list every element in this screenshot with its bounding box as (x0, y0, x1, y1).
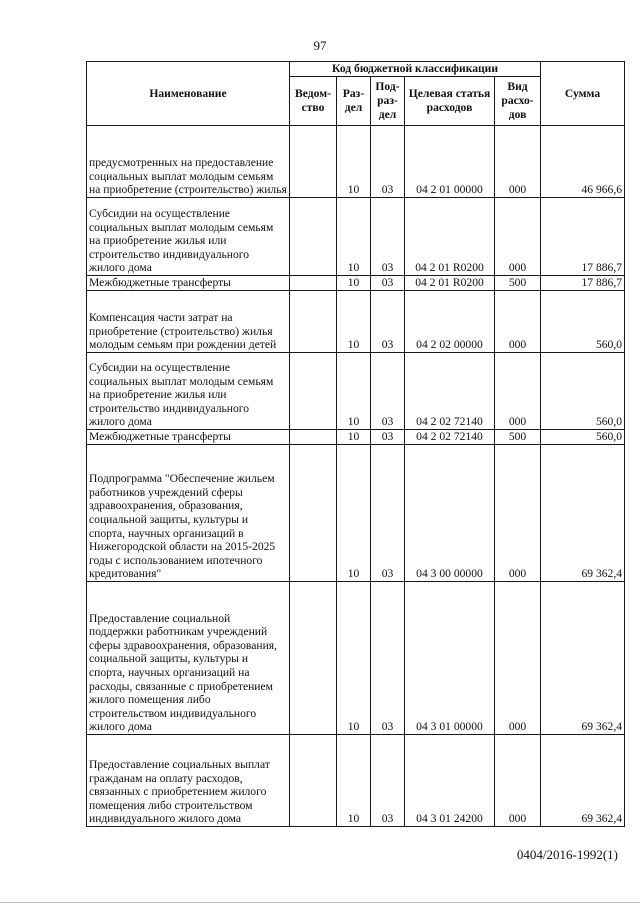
row-dept (290, 445, 337, 582)
row-name: Субсидии на осуществление социальных выплат молодым семьям на приобретение жилья или строительство индивидуального жилого дома (87, 198, 290, 276)
table-row (87, 276, 625, 291)
table-row (87, 582, 625, 735)
header-sum: Сумма (541, 62, 625, 126)
table-row (87, 291, 625, 353)
row-podrazdel: 03 (371, 198, 405, 276)
row-podrazdel: 03 (371, 291, 405, 353)
row-dept (290, 198, 337, 276)
row-name: Подпрограмма "Обеспечение жильем работников учреждений сферы здравоохранения, образования, социальной защиты, культуры и спорта, научных организаций в Нижегородской области на 2015-2025 годы с использованием ипотечного кредитования" (87, 445, 290, 582)
row-dept (290, 735, 337, 827)
row-razdel: 10 (337, 445, 371, 582)
row-vid: 000 (495, 445, 541, 582)
page-number: 97 (313, 38, 327, 53)
budget-table (86, 61, 625, 827)
bottom-divider (0, 902, 640, 903)
row-sum: 560,0 (541, 291, 625, 353)
row-razdel: 10 (337, 582, 371, 735)
row-target: 04 2 02 72140 (405, 353, 495, 430)
row-sum: 69 362,4 (541, 735, 625, 827)
row-vid: 000 (495, 126, 541, 198)
header-vid: Вид расхо-дов (495, 77, 541, 126)
row-podrazdel: 03 (371, 353, 405, 430)
header-target: Целевая статья расходов (405, 77, 495, 126)
row-name: Компенсация части затрат на приобретение (строительство) жилья молодым семьям при рождении детей (87, 291, 290, 353)
table-row (87, 445, 625, 582)
row-razdel: 10 (337, 291, 371, 353)
row-target: 04 2 02 72140 (405, 430, 495, 445)
document-code: 0404/2016-1992(1) (516, 847, 618, 862)
row-target: 04 2 01 R0200 (405, 276, 495, 291)
row-vid: 000 (495, 582, 541, 735)
row-sum: 69 362,4 (541, 582, 625, 735)
row-podrazdel: 03 (371, 126, 405, 198)
row-name: Межбюджетные трансферты (87, 430, 290, 445)
header-dept: Ведом-ство (290, 77, 337, 126)
row-target: 04 2 01 R0200 (405, 198, 495, 276)
row-podrazdel: 03 (371, 276, 405, 291)
header-code-group: Код бюджетной классификации (290, 62, 541, 77)
row-podrazdel: 03 (371, 445, 405, 582)
header-name: Наименование (87, 62, 290, 126)
row-target: 04 2 02 00000 (405, 291, 495, 353)
row-razdel: 10 (337, 735, 371, 827)
row-vid: 500 (495, 430, 541, 445)
row-target: 04 3 01 24200 (405, 735, 495, 827)
row-vid: 500 (495, 276, 541, 291)
row-name: Предоставление социальной поддержки работникам учреждений сферы здравоохранения, образования, социальной защиты, культуры и спорта, научных организаций на расходы, связанные с приобретением жилого помещения либо строительством индивидуального жилого дома (87, 582, 290, 735)
row-razdel: 10 (337, 126, 371, 198)
row-sum: 46 966,6 (541, 126, 625, 198)
row-sum: 17 886,7 (541, 276, 625, 291)
table-row (87, 735, 625, 827)
row-dept (290, 126, 337, 198)
row-target: 04 2 01 00000 (405, 126, 495, 198)
row-vid: 000 (495, 735, 541, 827)
table-row (87, 353, 625, 430)
row-dept (290, 430, 337, 445)
header-razdel: Раз-дел (337, 77, 371, 126)
row-name: Межбюджетные трансферты (87, 276, 290, 291)
row-vid: 000 (495, 353, 541, 430)
row-name: Субсидии на осуществление социальных выплат молодым семьям на приобретение жилья или строительство индивидуального жилого дома (87, 353, 290, 430)
row-target: 04 3 00 00000 (405, 445, 495, 582)
table-row (87, 126, 625, 198)
row-razdel: 10 (337, 430, 371, 445)
row-podrazdel: 03 (371, 582, 405, 735)
row-name: Предоставление социальных выплат гражданам на оплату расходов, связанных с приобретением жилого помещения либо строительством индивидуального жилого дома (87, 735, 290, 827)
row-dept (290, 291, 337, 353)
row-podrazdel: 03 (371, 430, 405, 445)
row-razdel: 10 (337, 353, 371, 430)
row-sum: 17 886,7 (541, 198, 625, 276)
table-row (87, 430, 625, 445)
row-name: предусмотренных на предоставление социальных выплат молодым семьям на приобретение (строительство) жилья (87, 126, 290, 198)
row-dept (290, 276, 337, 291)
row-target: 04 3 01 00000 (405, 582, 495, 735)
row-dept (290, 582, 337, 735)
row-sum: 560,0 (541, 353, 625, 430)
row-sum: 560,0 (541, 430, 625, 445)
row-razdel: 10 (337, 276, 371, 291)
header-podrazdel: Под-раз-дел (371, 77, 405, 126)
row-podrazdel: 03 (371, 735, 405, 827)
row-vid: 000 (495, 291, 541, 353)
row-razdel: 10 (337, 198, 371, 276)
table-row (87, 198, 625, 276)
row-sum: 69 362,4 (541, 445, 625, 582)
row-vid: 000 (495, 198, 541, 276)
row-dept (290, 353, 337, 430)
